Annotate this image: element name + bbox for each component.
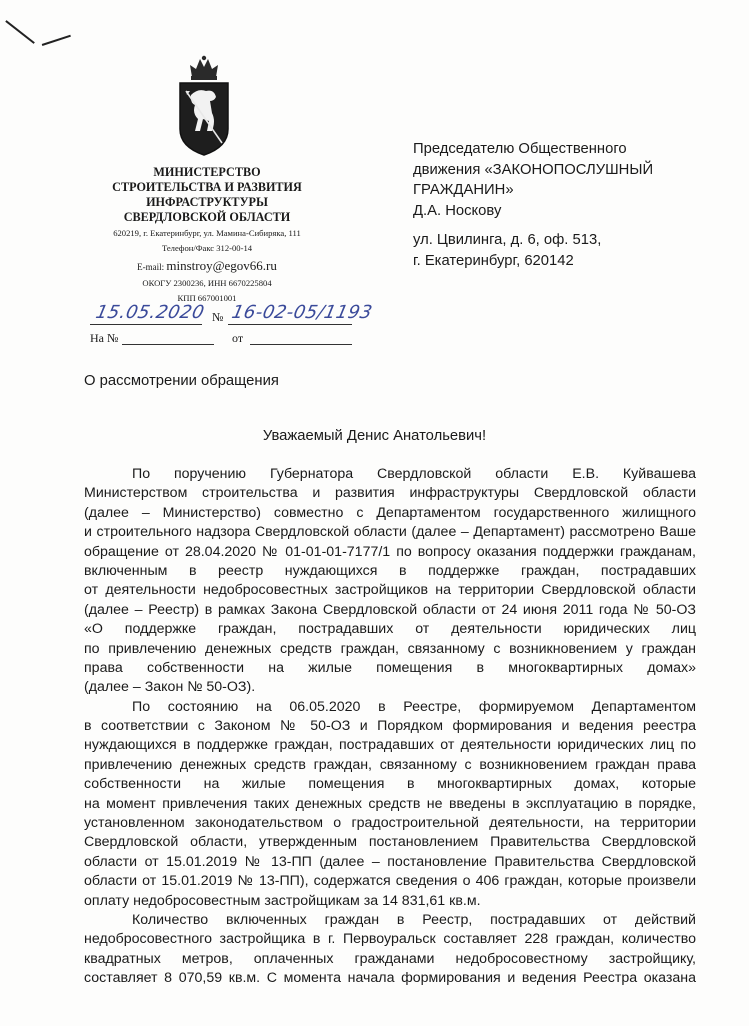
- body-line: права собственности на жилые помещения в многоквартирных домах»: [84, 659, 696, 676]
- email-address: minstroy@egov66.ru: [166, 258, 277, 273]
- body-line: области от 15.01.2019 № 13-ПП (далее – постановление Правительства Свердловской: [84, 853, 696, 870]
- ministry-okogu-inn: ОКОГУ 2300236, ИНН 6670225804: [142, 278, 272, 288]
- body-line: по привлечению денежных средств граждан, связанному с возникновением у граждан: [84, 640, 696, 657]
- body-line: По состоянию на 06.05.2020 в Реестре, формируемом Департаментом: [132, 698, 696, 715]
- scan-mark: [6, 20, 35, 43]
- outgoing-date: 15.05.2020: [93, 302, 207, 323]
- address-line: ул. Цвилинга, д. 6, оф. 513,: [413, 232, 602, 248]
- reply-from-label: от: [232, 331, 244, 345]
- recipient-line: Председателю Общественного: [413, 141, 627, 157]
- body-line: Количество включенных граждан в Реестр, пострадавших от действий: [132, 911, 696, 928]
- number-underline: [228, 324, 352, 325]
- body-line: Свердловской области, утвержденным постановлением Правительства Свердловской: [84, 834, 696, 851]
- date-underline: [90, 324, 202, 325]
- sverdlovsk-coat-of-arms: [176, 55, 232, 159]
- body-line: обращение от 28.04.2020 № 01-01-01-7177/1 по вопросу оказания поддержки гражданам,: [84, 543, 696, 560]
- letter-body: [84, 465, 696, 989]
- reply-from-line: [250, 344, 352, 345]
- body-line: недобросовестного застройщика в г. Первоуральск составляет 228 граждан, количество: [84, 931, 696, 948]
- body-line: собственности на жилые помещения в многоквартирных домах, которые: [84, 776, 696, 793]
- body-line: нуждающихся в поддержке граждан, пострадавших от деятельности юридических лиц по: [84, 737, 696, 754]
- ministry-name: МИНИСТЕРСТВО СТРОИТЕЛЬСТВА И РАЗВИТИЯ ИНФРАСТРУКТУРЫ СВЕРДЛОВСКОЙ ОБЛАСТИ: [112, 165, 302, 224]
- body-line: (далее – Министерство) совместно с Департаментом государственного жилищного: [84, 504, 696, 521]
- ministry-phone: Телефон/Факс 312-00-14: [161, 243, 253, 253]
- body-line: на момент привлечения таких денежных средств не введены в эксплуатацию в порядке,: [84, 795, 696, 812]
- email-label: E-mail:: [137, 262, 165, 272]
- recipient-line: ГРАЖДАНИН»: [413, 182, 514, 198]
- recipient-block: [413, 139, 713, 221]
- body-line: (далее – Закон № 50-ОЗ).: [84, 679, 256, 696]
- body-line: По поручению Губернатора Свердловской области Е.В. Куйвашева: [132, 466, 696, 482]
- letter-subject: О рассмотрении обращения: [84, 373, 279, 389]
- body-line: и строительного надзора Свердловской области (далее – Департамент) рассмотрено Ваше: [84, 524, 696, 541]
- outgoing-number-label: №: [212, 310, 224, 324]
- letter-greeting: Уважаемый Денис Анатольевич!: [262, 428, 487, 444]
- recipient-line: движения «ЗАКОНОПОСЛУШНЫЙ: [413, 161, 654, 178]
- outgoing-number: 16-02-05/1193: [229, 302, 375, 323]
- body-line: области от 15.01.2019 № 13-ПП), содержатся сведения о 406 граждан, которые произвели: [84, 873, 696, 890]
- body-line: «О поддержке граждан, пострадавших от деятельности юридических лиц: [84, 621, 696, 638]
- body-line: включенным в реестр нуждающихся в поддержке граждан, пострадавших: [84, 562, 696, 579]
- body-line: оплату недобросовестным застройщикам за 14 831,61 кв.м.: [84, 892, 481, 909]
- body-line: от деятельности недобросовестных застройщиков на территории Свердловской области: [84, 582, 696, 599]
- recipient-line: Д.А. Носкову: [413, 202, 502, 219]
- body-line: установленном законодательством о градостроительной деятельности, на территории: [84, 815, 696, 832]
- recipient-address: [413, 230, 713, 271]
- ministry-kpp: КПП 667001001: [177, 293, 237, 303]
- body-line: квадратных метров, оплаченных гражданами недобросовестному застройщику,: [84, 950, 696, 967]
- reply-number-label: На №: [90, 331, 119, 345]
- body-line: составляет 8 070,59 кв.м. С момента начала формирования и ведения Реестра оказана: [84, 970, 696, 987]
- ministry-email-line: [98, 258, 316, 274]
- reply-number-line: [122, 344, 214, 345]
- body-line: в соответствии с Законом № 50-ОЗ и Порядком формирования и ведения реестра: [84, 718, 696, 735]
- scan-mark: [42, 35, 71, 46]
- body-line: (далее – Реестр) в рамках Закона Свердловской области от 24 июня 2011 года № 50-ОЗ: [84, 601, 696, 618]
- body-line: привлечению денежных средств граждан, связанному с возникновением граждан права: [84, 756, 696, 773]
- ministry-address: 620219, г. Екатеринбург, ул. Мамина-Сибиряка, 111: [113, 228, 301, 238]
- address-line: г. Екатеринбург, 620142: [413, 252, 574, 269]
- body-line: Министерством строительства и развития инфраструктуры Свердловской области: [84, 485, 696, 502]
